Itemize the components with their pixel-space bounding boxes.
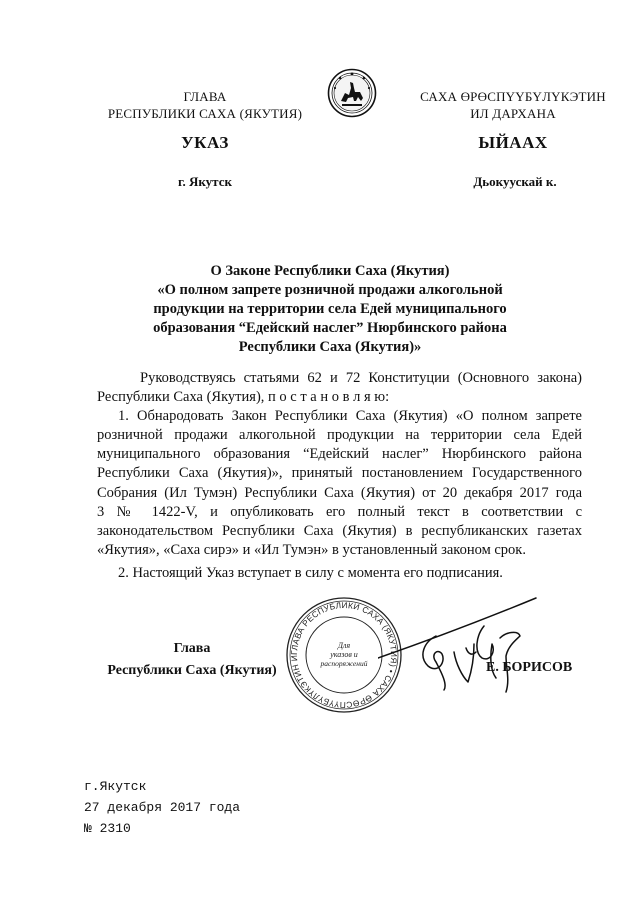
- title-line: Республики Саха (Якутия)»: [238, 339, 422, 355]
- item1-line: Собрания (Ил Тумэн) Республики Саха (Якутия) от 20 декабря 2017 года: [97, 485, 582, 501]
- signature-position-line1: Глава: [173, 641, 211, 656]
- preamble-line: Руководствуясь статьями 62 и 72 Конституции (Основного закона): [140, 370, 582, 386]
- footer-block: [84, 776, 240, 839]
- item1-line: «Якутия», «Саха сирэ» и «Ил Тумэн» в установленный законом срок.: [97, 542, 526, 558]
- header-right-line2: ИЛ ДАРХАНА: [470, 106, 556, 121]
- item1-line: Республики Саха (Якутия)», принятый постановлением Государственного: [97, 465, 582, 481]
- item1-line: розничной продажи алкогольной продукции на территории села Едей: [97, 427, 582, 443]
- svg-text:указов и: указов и: [330, 650, 358, 659]
- item1-line: муниципального образования “Едейский наслег” Нюрбинского района: [97, 446, 582, 462]
- header-left-line2: РЕСПУБЛИКИ САХА (ЯКУТИЯ): [107, 106, 303, 121]
- title-line: образования “Едейский наслег” Нюрбинского района: [153, 320, 507, 336]
- title-line: «О полном запрете розничной продажи алкогольной: [157, 282, 503, 298]
- doc-type-ru: УКАЗ: [181, 133, 229, 152]
- signature-position-line2: Республики Саха (Якутия): [107, 663, 277, 678]
- footer-city: г.Якутск: [84, 779, 147, 794]
- signature-position: [92, 638, 292, 682]
- footer-number: № 2310: [84, 821, 131, 836]
- signatory-name: Е. БОРИСОВ: [486, 660, 573, 675]
- item1-line: 3 № 1422-V, и опубликовать его полный текст в соответствии с: [97, 504, 582, 520]
- city-ru: г. Якутск: [178, 174, 232, 189]
- svg-text:Для: Для: [337, 641, 351, 650]
- item1-line: 1. Обнародовать Закон Республики Саха (Якутия) «О полном запрете: [118, 408, 582, 424]
- header-right-line1: САХА ӨРӨСПҮҮБҮЛҮКЭТИН: [420, 89, 606, 104]
- title-line: продукции на территории села Едей муниципального: [153, 301, 507, 317]
- svg-text:распоряжений: распоряжений: [320, 659, 368, 668]
- title-line: О Законе Республики Саха (Якутия): [210, 263, 450, 279]
- item1-line: законодательством Республики Саха (Якутия) в республиканских газетах: [97, 523, 582, 539]
- footer-date: 27 декабря 2017 года: [84, 800, 241, 815]
- handwritten-signature: [378, 596, 538, 696]
- preamble-line: Республики Саха (Якутия), п о с т а н о в л я ю:: [97, 389, 390, 405]
- stamp-ring-text: ГЛАВА РЕСПУБЛИКИ САХА (ЯКУТИЯ) • САХА ӨРӨСПҮҮБҮЛҮКЭТИН И: [288, 599, 400, 711]
- city-sakha: Дьокуускай к.: [473, 174, 557, 189]
- item2-line: 2. Настоящий Указ вступает в силу с момента его подписания.: [118, 565, 503, 581]
- doc-type-sakha: ЫЙААХ: [478, 133, 548, 152]
- header-left-line1: ГЛАВА: [183, 89, 227, 104]
